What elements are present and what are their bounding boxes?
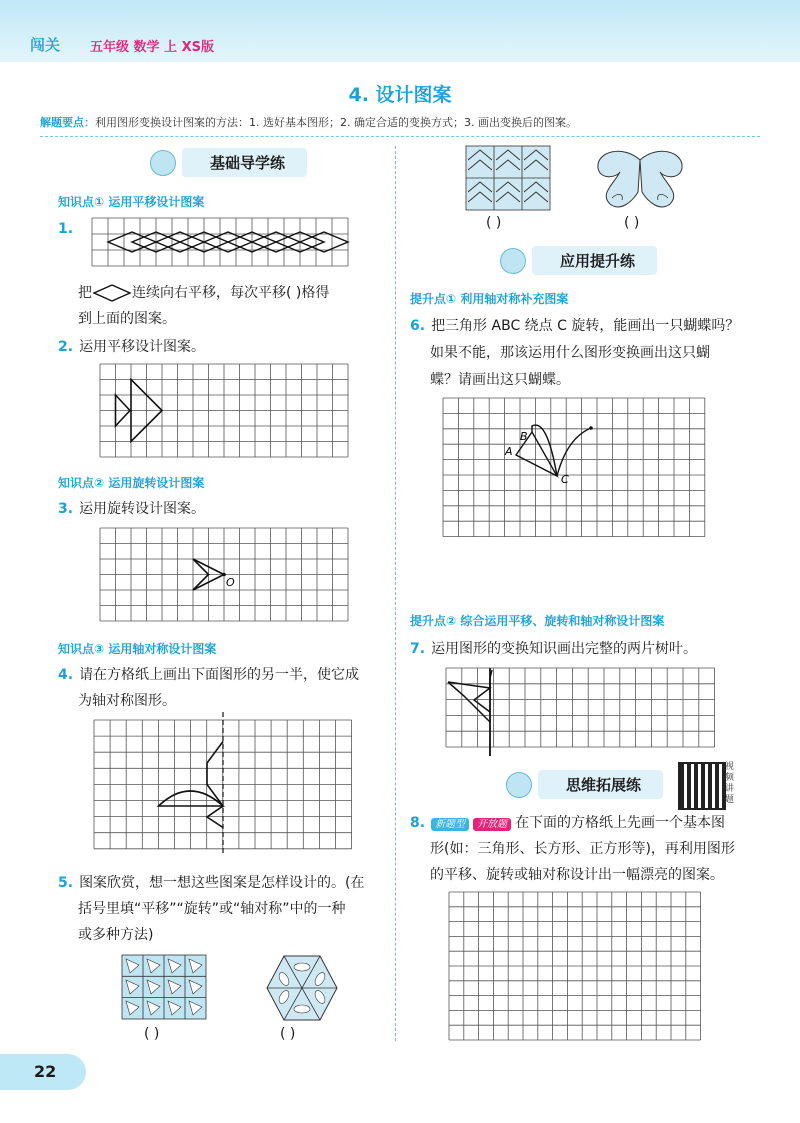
q5-num: 5. (58, 875, 74, 891)
banner-expand (506, 770, 663, 799)
q5-pattern-tiles (122, 955, 206, 1019)
q2-num: 2. (58, 339, 74, 355)
q6-line3: 蝶？请画出这只蝴蝶。 (430, 372, 570, 388)
q4-grid (94, 720, 354, 850)
q2-text: 运用平移设计图案。 (79, 339, 206, 355)
banner-apply (500, 246, 657, 275)
q8-line1: 在下面的方格纸上先画一个基本图 (515, 815, 726, 831)
q6-line2: 如果不能，那该运用什么图形变换画出这只蝴 (430, 345, 710, 361)
q4-num: 4. (58, 667, 74, 683)
section-title: 4. 设计图案 (348, 84, 452, 106)
q5-pattern-chevrons (466, 146, 550, 210)
q8-grid (449, 892, 701, 1040)
tip-box (40, 110, 760, 137)
mascot-icon (500, 248, 526, 274)
open-question-tag: 开放题 (473, 818, 511, 831)
q6-stem (410, 315, 739, 337)
page-number: 22 (0, 1054, 86, 1090)
q3-text: 运用旋转设计图案。 (79, 501, 206, 517)
q1-num: 1. (58, 221, 74, 237)
knowledge-point-2: 知识点② 运用旋转设计图案 (58, 476, 205, 490)
banner-basic-label: 基础导学练 (182, 148, 307, 177)
tip-label: 解题要点： (40, 116, 95, 129)
q5-answer-3: ( ) (486, 215, 502, 231)
qr-code[interactable] (678, 762, 726, 810)
tip-text: 利用图形变换设计图案的方法：1. 选好基本图形；2. 确定合适的变换方式；3. 画出变换后的图案。 (95, 116, 577, 129)
q3-num: 3. (58, 501, 74, 517)
q5-line3: 或多种方法) (78, 927, 154, 943)
knowledge-point-3: 知识点③ 运用轴对称设计图案 (58, 642, 217, 656)
q8-line2: 形(如：三角形、长方形、正方形等)，再利用图形 (430, 841, 735, 857)
q7-num: 7. (410, 641, 426, 657)
q2-stem (58, 336, 205, 358)
q7-grid (446, 668, 716, 756)
q1-pre: 把 (78, 285, 92, 301)
q5-answer-2: ( ) (280, 1026, 296, 1042)
banner-apply-label: 应用提升练 (532, 246, 657, 275)
q8-line3: 的平移、旋转或轴对称设计出一幅漂亮的图案。 (430, 867, 724, 883)
q2-grid (100, 364, 348, 457)
q1-line2: 到上面的图案。 (78, 311, 176, 327)
q3-stem (58, 498, 205, 520)
banner-basic (150, 148, 307, 177)
improve-point-1: 提升点① 利用轴对称补充图案 (410, 292, 569, 306)
column-divider (395, 146, 396, 1041)
q6-grid (443, 398, 705, 544)
label-a: A (505, 445, 513, 458)
q5-answer-1: ( ) (144, 1026, 160, 1042)
q1-text (78, 282, 329, 304)
improve-point-2: 提升点② 综合运用平移、旋转和轴对称设计图案 (410, 614, 665, 628)
mascot-icon (506, 772, 532, 798)
q1-number (58, 218, 79, 240)
q7-stem (410, 638, 697, 660)
banner-expand-label: 思维拓展练 (538, 770, 663, 799)
mascot-icon (150, 150, 176, 176)
q7-text: 运用图形的变换知识画出完整的两片树叶。 (431, 641, 698, 657)
q6-line1: 把三角形 ABC 绕点 C 旋转，能画出一只蝴蝶吗？ (431, 318, 740, 334)
new-type-tag: 新题型 (431, 818, 469, 831)
book-title: 五年级 数学 上 XS版 (90, 40, 214, 55)
knowledge-point-1: 知识点① 运用平移设计图案 (58, 195, 205, 209)
q5-line2: 括号里填“平移”“旋转”或“轴对称”中的一种 (78, 901, 346, 917)
rhombus-icon (92, 282, 132, 304)
q5-answer-4: ( ) (624, 215, 640, 231)
q6-num: 6. (410, 318, 426, 334)
q5-pattern-swirl (592, 146, 688, 212)
label-c: C (561, 473, 569, 486)
q8-stem (410, 812, 725, 836)
q4-line2: 为轴对称图形。 (78, 693, 176, 709)
q5-line1: 图案欣赏，想一想这些图案是怎样设计的。(在 (79, 875, 365, 891)
q4-line1: 请在方格纸上画出下面图形的另一半，使它成 (79, 667, 360, 683)
q4-stem (58, 664, 359, 686)
q1-grid (92, 218, 348, 274)
q5-pattern-hexagon (266, 955, 338, 1021)
q3-grid (100, 528, 348, 621)
qr-label: 视频讲题 (725, 762, 735, 805)
q1-post: 连续向右平移，每次平移( )格得 (132, 285, 330, 301)
logo: 闯关 (30, 36, 61, 54)
q8-num: 8. (410, 815, 426, 831)
label-b: B (520, 430, 528, 443)
point-o-label: O (226, 576, 235, 589)
q5-stem (58, 872, 365, 894)
